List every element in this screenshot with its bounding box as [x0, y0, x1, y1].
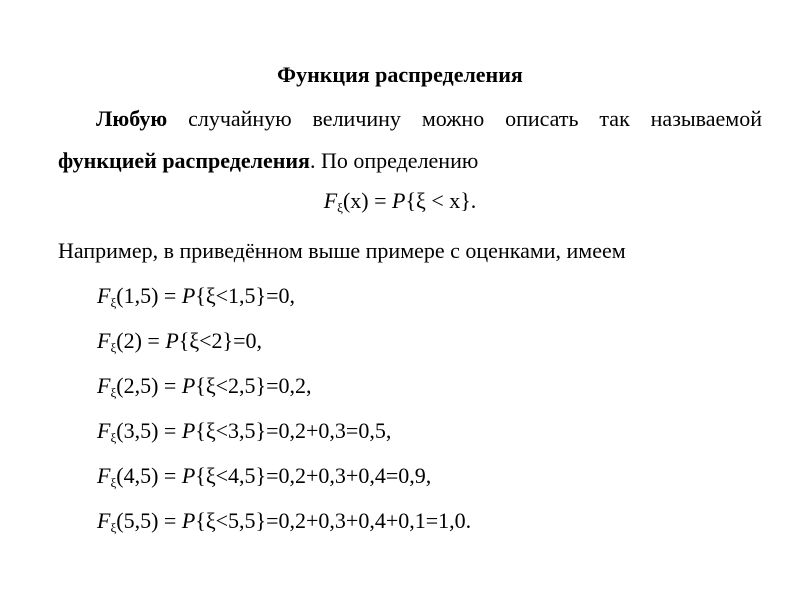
formula-P: P — [181, 418, 196, 443]
formula-P: P — [392, 188, 406, 213]
formula-line — [97, 418, 391, 446]
formula-P: P — [181, 463, 196, 488]
definition-formula — [0, 188, 800, 216]
formula-F: F — [97, 418, 111, 443]
formula-F: F — [97, 373, 111, 398]
example-intro: Например, в приведённом выше примере с оценками, имеем — [58, 238, 626, 263]
formula-P: P — [181, 373, 196, 398]
bold-term: функцией распределения — [58, 148, 310, 173]
formula-arg: (x) = — [342, 188, 392, 213]
formula-line — [97, 373, 312, 401]
formula-rest: {ξ<3,5}=0,2+0,3=0,5, — [195, 418, 392, 443]
formula-P: P — [165, 328, 179, 353]
formula-line — [97, 508, 471, 536]
formula-arg: (5,5) = — [116, 508, 182, 533]
formula-line — [97, 463, 431, 491]
formula-F: F — [323, 188, 338, 213]
formula-sub: ξ — [110, 295, 117, 310]
formula-rest: {ξ<2,5}=0,2, — [195, 373, 312, 398]
formula-F: F — [97, 463, 111, 488]
formula-line — [97, 283, 295, 311]
paragraph-text-1: случайную величину можно описать так называемой — [167, 106, 762, 131]
definition-paragraph — [58, 98, 762, 182]
formula-rest: {ξ<4,5}=0,2+0,3+0,4=0,9, — [195, 463, 432, 488]
formula-sub: ξ — [110, 475, 117, 490]
slide-title: Функция распределения — [277, 62, 523, 87]
formula-rest: {ξ < x}. — [405, 188, 477, 213]
formula-F: F — [97, 508, 111, 533]
formula-sub: ξ — [110, 430, 117, 445]
bold-start: Любую — [96, 106, 168, 131]
formula-F: F — [97, 328, 111, 353]
formula-rest: {ξ<2}=0, — [178, 328, 263, 353]
formula-sub: ξ — [110, 520, 117, 535]
formula-P: P — [181, 508, 196, 533]
formula-rest: {ξ<5,5}=0,2+0,3+0,4+0,1=1,0. — [195, 508, 472, 533]
paragraph-text-2: . По определению — [309, 148, 479, 173]
formula-arg: (3,5) = — [116, 418, 182, 443]
formula-arg: (2,5) = — [116, 373, 182, 398]
formula-sub: ξ — [337, 200, 343, 215]
formula-sub: ξ — [110, 340, 117, 355]
formula-rest: {ξ<1,5}=0, — [195, 283, 296, 308]
formula-sub: ξ — [110, 385, 117, 400]
formula-arg: (2) = — [116, 328, 166, 353]
formula-arg: (4,5) = — [116, 463, 182, 488]
formula-F: F — [97, 283, 111, 308]
formula-arg: (1,5) = — [116, 283, 182, 308]
formula-P: P — [181, 283, 196, 308]
formula-line — [97, 328, 262, 356]
